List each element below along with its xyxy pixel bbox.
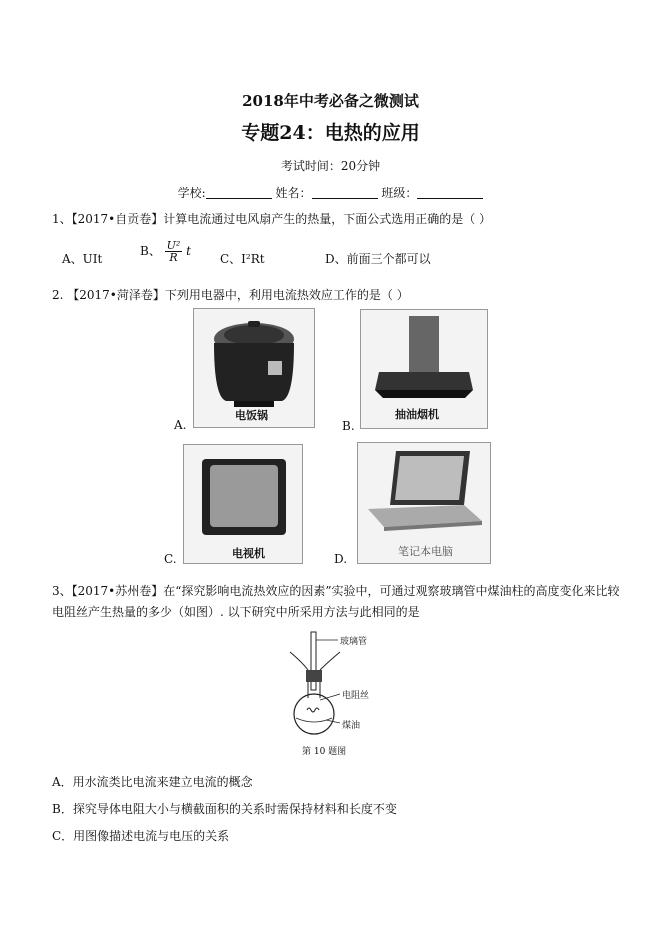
glass-tube-label: 玻璃管: [340, 637, 368, 647]
rice-cooker-caption: 电饭锅: [235, 409, 268, 422]
laptop-caption: 笔记本电脑: [398, 545, 453, 558]
exam-time: 考试时间：20分钟: [280, 159, 381, 173]
experiment-figure: [282, 630, 402, 760]
q2-option-b-letter: B.: [342, 419, 355, 433]
name-blank: [312, 186, 378, 199]
question-3-stem-line-2: 电阻丝产生热量的多少（如图）. 以下研究中所采用方法与此相同的是: [52, 605, 420, 619]
question-2-stem: 2. 【2017•菏泽卷】下列用电器中，利用电流热效应工作的是（ ）: [52, 288, 409, 302]
q1-option-b-prefix: B、: [140, 244, 161, 258]
kerosene-label: 煤油: [342, 721, 361, 731]
question-3-stem-line-1: 3、【2017•苏州卷】在“探究影响电流热效应的因素”实验中，可通过观察玻璃管中煤油柱的高度变化来比较: [52, 584, 620, 598]
paper-title: 2018年中考必备之微测试: [242, 92, 419, 110]
q1-option-b-denominator: R: [169, 251, 178, 264]
q1-option-d: D、前面三个都可以: [325, 252, 431, 266]
range-hood-caption: 抽油烟机: [395, 408, 439, 421]
q3-option-c: C．用图像描述电流与电压的关系: [52, 829, 230, 843]
class-label: 班级：: [381, 186, 418, 200]
television-caption: 电视机: [232, 547, 265, 560]
q1-option-b-fraction: [165, 240, 183, 263]
q1-option-b-suffix: t: [186, 244, 191, 258]
school-label: 学校:: [177, 186, 206, 200]
topic-title: 专题24：电热的应用: [241, 122, 420, 144]
question-1-stem: 1、【2017•自贡卷】计算电流通过电风扇产生的热量，下面公式选用正确的是（ ）: [52, 212, 492, 226]
q1-option-b: [140, 240, 191, 263]
name-label: 姓名：: [275, 186, 312, 200]
school-blank: [206, 186, 272, 199]
figure-caption: 第 10 题图: [302, 747, 347, 757]
q1-option-b-numerator: U²: [166, 239, 181, 252]
q2-option-d-letter: D.: [334, 552, 348, 566]
q2-option-c-letter: C.: [164, 552, 177, 566]
student-info-line: [0, 184, 661, 201]
resistance-wire-label: 电阻丝: [342, 691, 370, 701]
q1-option-a: A、UIt: [62, 252, 103, 266]
q1-option-c: C、I²Rt: [220, 252, 265, 266]
q3-option-a: A．用水流类比电流来建立电流的概念: [52, 775, 253, 789]
q3-option-b: B．探究导体电阻大小与横截面积的关系时需保持材料和长度不变: [52, 802, 397, 816]
class-blank: [417, 186, 483, 199]
q2-option-a-letter: A.: [174, 418, 187, 432]
